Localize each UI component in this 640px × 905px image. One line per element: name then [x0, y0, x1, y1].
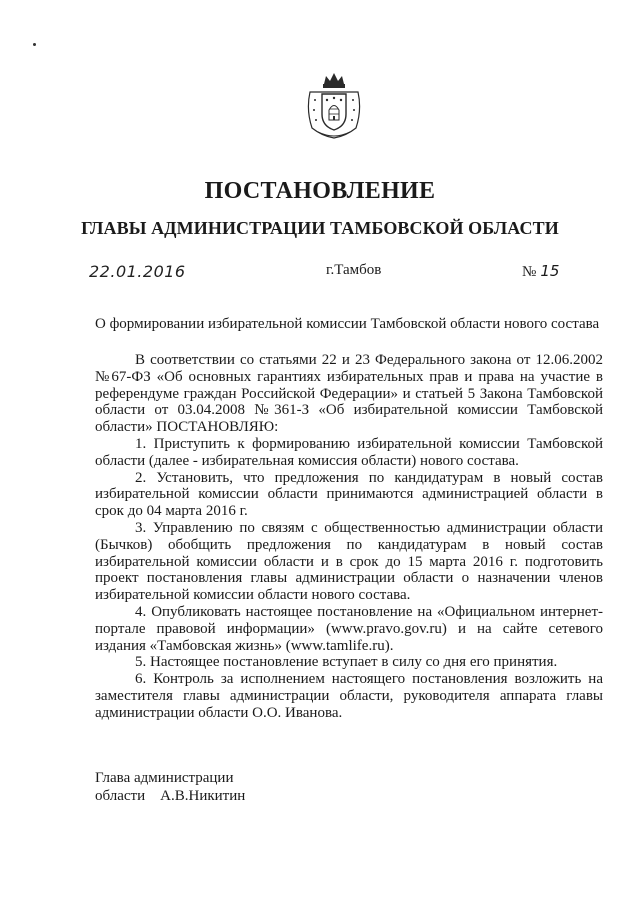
body-item: 3. Управлению по связям с общественностью администрации области (Бычков) обобщить предложения по кандидатурам в новый состав избирательной комиссии области и в срок до 15 марта 2016 г. подготовить проект постановления главы администрации области о назначении членов избирательной комиссии области нового состава. — [95, 519, 603, 604]
signature-name: А.В.Никитин — [160, 788, 246, 804]
document-title: ПОСТАНОВЛЕНИЕ — [204, 178, 436, 204]
signature-position: области — [95, 788, 146, 804]
body-item: 5. Настоящее постановление вступает в силу со дня его принятия. — [135, 654, 558, 671]
scan-speck — [33, 43, 36, 46]
body-item: 1. Приступить к формированию избирательной комиссии Тамбовской области (далее - избирательная комиссия области) нового состава. — [95, 435, 603, 469]
document-subtitle: ГЛАВЫ АДМИНИСТРАЦИИ ТАМБОВСКОЙ ОБЛАСТИ — [81, 218, 559, 238]
document-date: 22.01.2016 — [89, 262, 186, 281]
body-item: 2. Установить, что предложения по кандидатурам в новый состав избирательной комиссии области принимаются администрацией области в срок до 04 марта 2016 г. — [95, 469, 603, 520]
body-preamble: В соответствии со статьями 22 и 23 Федерального закона от 12.06.2002 №67-ФЗ «Об основных гарантиях избирательных прав и права на участие в референдуме граждан Российской Федерации» и статьей 5 Закона Тамбовской области от 03.04.2008 №361-З «Об избирательной комиссии Тамбовской области» ПОСТАНОВЛЯЮ: — [95, 352, 603, 436]
document-city: г.Тамбов — [326, 262, 382, 278]
body-item: 6. Контроль за исполнением настоящего постановления возложить на заместителя главы администрации области, руководителя аппарата главы администрации области О.О. Иванова. — [95, 671, 603, 721]
coat-of-arms-icon — [304, 70, 364, 140]
document-subject: О формировании избирательной комиссии Тамбовской области нового состава — [95, 316, 600, 332]
document-number-value: 15 — [540, 262, 560, 280]
signature-title: Глава администрации — [95, 770, 234, 786]
document-number — [522, 262, 559, 281]
document-number-label: № — [522, 264, 537, 280]
signature-block — [95, 769, 245, 805]
document-body — [95, 352, 603, 722]
signature-line — [95, 787, 245, 805]
body-item: 4. Опубликовать настоящее постановление на «Официальном интернет-портале правовой информации» (www.pravo.gov.ru) и на сайте сетевого издания «Тамбовская жизнь» (www.tamlife.ru). — [95, 603, 603, 654]
